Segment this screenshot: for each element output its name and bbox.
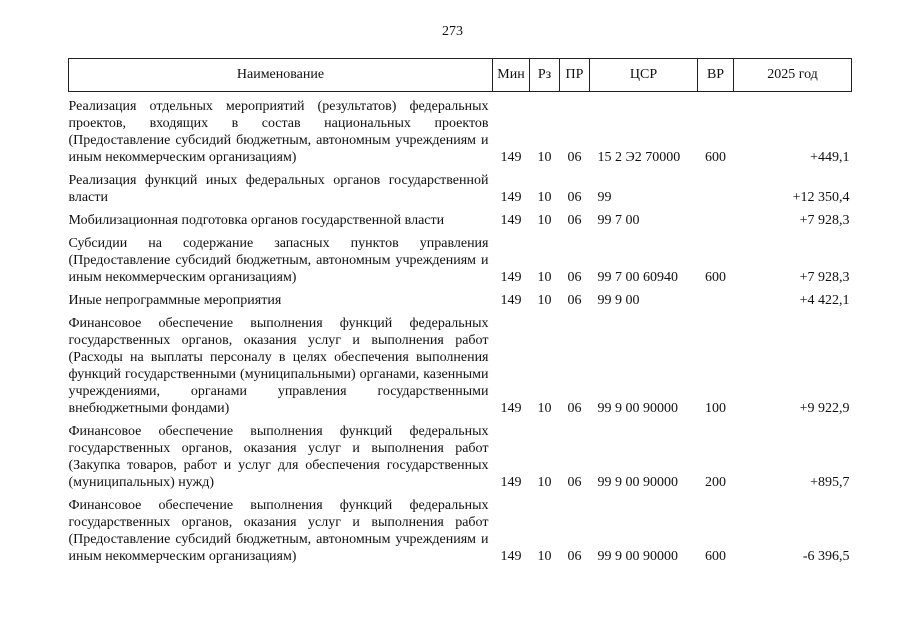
table-row bbox=[69, 315, 852, 417]
row-sum: +4 422,1 bbox=[799, 293, 850, 308]
row-min: 149 bbox=[500, 190, 522, 205]
row-pr: 06 bbox=[567, 270, 582, 285]
table-row bbox=[69, 212, 852, 229]
row-vr bbox=[698, 172, 734, 206]
row-csr: 99 9 00 90000 bbox=[597, 475, 678, 490]
row-csr: 99 bbox=[597, 190, 612, 205]
row-rz: 10 bbox=[537, 293, 552, 308]
header-pr: ПР bbox=[560, 59, 590, 92]
header-min: Мин bbox=[493, 59, 530, 92]
header-csr: ЦСР bbox=[590, 59, 698, 92]
row-rz: 10 bbox=[537, 475, 552, 490]
row-name: Финансовое обеспечение выполнения функций федеральных государственных органов, оказания услуг и выполнения работ (Расходы на выплаты персоналу в целях обеспечения выполнения функций государственными (муниципальными) органами, казенными учреждениями, органами управления государственными внебюджетными фондами) bbox=[68, 316, 489, 416]
table-row bbox=[69, 423, 852, 491]
header-vr: ВР bbox=[698, 59, 734, 92]
row-csr: 99 7 00 60940 bbox=[597, 270, 678, 285]
header-rz: Рз bbox=[530, 59, 560, 92]
row-sum: +895,7 bbox=[810, 475, 850, 490]
row-rz: 10 bbox=[537, 150, 552, 165]
row-min: 149 bbox=[500, 270, 522, 285]
row-vr: 100 bbox=[705, 401, 726, 416]
row-name: Мобилизационная подготовка органов государственной власти bbox=[68, 213, 445, 228]
row-vr bbox=[698, 292, 734, 309]
row-csr: 15 2 Э2 70000 bbox=[597, 150, 681, 165]
row-rz: 10 bbox=[537, 401, 552, 416]
row-pr: 06 bbox=[567, 293, 582, 308]
table-body bbox=[69, 92, 852, 566]
row-name: Реализация отдельных мероприятий (результатов) федеральных проектов, входящих в состав национальных проектов (Предоставление субсидий бюджетным, автономным учреждениям и иным некоммерческим организациям) bbox=[68, 99, 489, 165]
row-name: Иные непрограммные мероприятия bbox=[68, 293, 282, 308]
row-rz: 10 bbox=[537, 549, 552, 564]
row-min: 149 bbox=[500, 475, 522, 490]
table-header bbox=[69, 59, 852, 92]
row-sum: +12 350,4 bbox=[792, 190, 850, 205]
row-name: Финансовое обеспечение выполнения функций федеральных государственных органов, оказания услуг и выполнения работ (Закупка товаров, работ и услуг для обеспечения государственных (муниципальных) нужд) bbox=[68, 424, 489, 490]
row-min: 149 bbox=[500, 213, 522, 228]
row-min: 149 bbox=[500, 293, 522, 308]
table-row bbox=[69, 172, 852, 206]
row-pr: 06 bbox=[567, 549, 582, 564]
header-name: Наименование bbox=[69, 59, 493, 92]
row-pr: 06 bbox=[567, 213, 582, 228]
row-sum: +449,1 bbox=[810, 150, 850, 165]
row-name: Финансовое обеспечение выполнения функций федеральных государственных органов, оказания услуг и выполнения работ (Предоставление субсидий бюджетным, автономным учреждениям и иным некоммерческим организациям) bbox=[68, 498, 489, 564]
row-name: Субсидии на содержание запасных пунктов управления (Предоставление субсидий бюджетным, автономным учреждениям и иным некоммерческим организациям) bbox=[68, 236, 489, 285]
table-row bbox=[69, 98, 852, 166]
row-vr: 600 bbox=[705, 549, 726, 564]
header-year: 2025 год bbox=[734, 59, 852, 92]
row-rz: 10 bbox=[537, 270, 552, 285]
row-csr: 99 9 00 90000 bbox=[597, 401, 678, 416]
row-pr: 06 bbox=[567, 150, 582, 165]
row-vr bbox=[698, 212, 734, 229]
row-rz: 10 bbox=[537, 190, 552, 205]
row-csr: 99 9 00 90000 bbox=[597, 549, 678, 564]
page-number: 273 bbox=[442, 24, 463, 39]
row-pr: 06 bbox=[567, 401, 582, 416]
table-row bbox=[69, 292, 852, 309]
row-name: Реализация функций иных федеральных органов государственной власти bbox=[68, 173, 489, 205]
row-min: 149 bbox=[500, 401, 522, 416]
row-vr: 600 bbox=[705, 150, 726, 165]
row-sum: +7 928,3 bbox=[799, 270, 850, 285]
row-vr: 200 bbox=[705, 475, 726, 490]
row-sum: +9 922,9 bbox=[799, 401, 850, 416]
row-rz: 10 bbox=[537, 213, 552, 228]
row-pr: 06 bbox=[567, 475, 582, 490]
row-pr: 06 bbox=[567, 190, 582, 205]
table-row bbox=[69, 235, 852, 286]
row-sum: +7 928,3 bbox=[799, 213, 850, 228]
row-sum: -6 396,5 bbox=[802, 549, 850, 564]
row-csr: 99 9 00 bbox=[597, 293, 640, 308]
row-min: 149 bbox=[500, 150, 522, 165]
row-vr: 600 bbox=[705, 270, 726, 285]
budget-table bbox=[68, 58, 852, 565]
row-min: 149 bbox=[500, 549, 522, 564]
row-csr: 99 7 00 bbox=[597, 213, 640, 228]
table-row bbox=[69, 497, 852, 565]
